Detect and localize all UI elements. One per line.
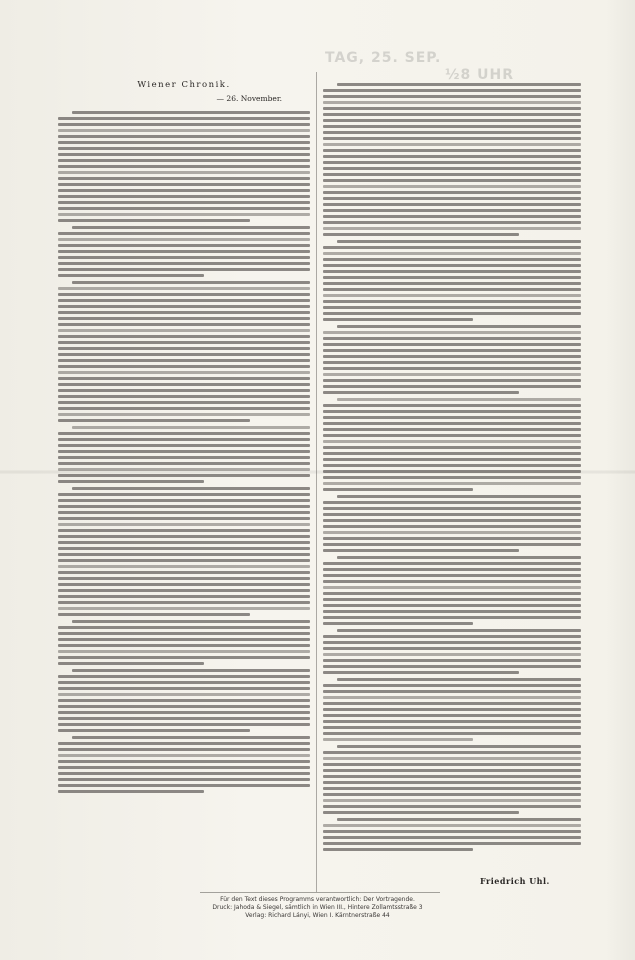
text-line: [323, 373, 581, 376]
text-line: [58, 335, 310, 338]
text-line: [323, 488, 473, 491]
text-line: [58, 565, 310, 568]
text-line: [323, 197, 581, 200]
text-line: [58, 438, 310, 441]
text-line: [337, 818, 581, 821]
text-paragraph: [323, 495, 581, 552]
text-line: [72, 111, 310, 114]
text-line: [72, 281, 310, 284]
text-line: [58, 711, 310, 714]
text-line: [58, 238, 310, 241]
text-line: [323, 781, 581, 784]
text-line: [72, 620, 310, 623]
text-line: [58, 723, 310, 726]
text-line: [58, 517, 310, 520]
text-line: [323, 101, 581, 104]
text-line: [323, 598, 581, 601]
text-line: [323, 799, 581, 802]
text-paragraph: [323, 83, 581, 236]
text-line: [337, 495, 581, 498]
text-line: [323, 227, 581, 230]
text-line: [323, 610, 581, 613]
text-paragraph: [323, 556, 581, 625]
text-line: [58, 123, 310, 126]
text-line: [323, 848, 473, 851]
text-line: [323, 143, 581, 146]
text-line: [323, 513, 581, 516]
text-line: [58, 662, 204, 665]
text-line: [58, 159, 310, 162]
text-line: [58, 595, 310, 598]
text-line: [58, 601, 310, 604]
text-line: [58, 432, 310, 435]
right-column-body: [323, 83, 581, 851]
text-line: [58, 511, 310, 514]
text-line: [58, 419, 250, 422]
text-line: [58, 250, 310, 253]
text-line: [323, 641, 581, 644]
text-paragraph: [323, 629, 581, 674]
text-line: [58, 117, 310, 120]
text-line: [323, 404, 581, 407]
text-line: [58, 383, 310, 386]
text-line: [323, 507, 581, 510]
text-paragraph: [58, 669, 310, 732]
text-line: [323, 531, 581, 534]
text-line: [323, 568, 581, 571]
text-line: [58, 547, 310, 550]
text-line: [58, 407, 310, 410]
text-line: [58, 177, 310, 180]
text-line: [58, 480, 204, 483]
text-line: [58, 299, 310, 302]
text-line: [337, 325, 581, 328]
text-paragraph: [58, 426, 310, 483]
text-line: [323, 671, 519, 674]
text-line: [323, 464, 581, 467]
text-line: [323, 769, 581, 772]
text-line: [58, 687, 310, 690]
text-paragraph: [58, 111, 310, 222]
text-line: [58, 675, 310, 678]
text-line: [323, 131, 581, 134]
text-line: [337, 398, 581, 401]
text-line: [58, 395, 310, 398]
text-line: [58, 523, 310, 526]
text-line: [58, 535, 310, 538]
text-line: [323, 616, 581, 619]
text-line: [323, 842, 581, 845]
text-line: [58, 213, 310, 216]
text-line: [58, 268, 310, 271]
text-line: [58, 681, 310, 684]
text-line: [58, 553, 310, 556]
text-line: [58, 760, 310, 763]
text-line: [323, 89, 581, 92]
text-line: [58, 359, 310, 362]
text-line: [58, 287, 310, 290]
text-line: [58, 141, 310, 144]
text-line: [58, 256, 310, 259]
text-line: [323, 185, 581, 188]
text-line: [323, 726, 581, 729]
text-line: [58, 772, 310, 775]
text-line: [323, 355, 581, 358]
printer-footer: [0, 896, 635, 932]
text-line: [323, 282, 581, 285]
text-line: [323, 391, 519, 394]
text-line: [323, 349, 581, 352]
text-paragraph: [58, 736, 310, 793]
footer-line-2: Druck: Jahoda & Siegel, sämtlich in Wien III., Hintere Zollamtsstraße 3: [212, 904, 423, 911]
text-line: [72, 226, 310, 229]
text-line: [323, 811, 519, 814]
text-line: [323, 805, 581, 808]
text-line: [323, 452, 581, 455]
text-line: [58, 311, 310, 314]
text-line: [323, 647, 581, 650]
text-line: [323, 732, 581, 735]
text-line: [323, 482, 581, 485]
text-line: [58, 153, 310, 156]
text-line: [58, 183, 310, 186]
text-line: [58, 232, 310, 235]
text-paragraph: [58, 226, 310, 277]
text-line: [58, 589, 310, 592]
text-line: [323, 470, 581, 473]
text-line: [58, 705, 310, 708]
text-line: [58, 748, 310, 751]
text-line: [72, 669, 310, 672]
text-line: [72, 426, 310, 429]
text-line: [323, 665, 581, 668]
text-line: [58, 632, 310, 635]
text-line: [58, 262, 310, 265]
text-line: [58, 195, 310, 198]
text-line: [323, 592, 581, 595]
text-line: [323, 543, 581, 546]
text-line: [323, 476, 581, 479]
text-line: [323, 653, 581, 656]
text-line: [323, 173, 581, 176]
text-line: [58, 274, 204, 277]
text-line: [58, 377, 310, 380]
text-line: [58, 450, 310, 453]
text-line: [58, 371, 310, 374]
right-column: [323, 80, 581, 886]
text-line: [323, 720, 581, 723]
text-line: [323, 107, 581, 110]
text-line: [323, 440, 581, 443]
text-line: [72, 487, 310, 490]
text-line: [58, 244, 310, 247]
text-line: [58, 341, 310, 344]
text-line: [323, 586, 581, 589]
column-divider: [316, 72, 317, 892]
text-line: [323, 410, 581, 413]
text-line: [58, 778, 310, 781]
text-line: [323, 179, 581, 182]
text-line: [323, 824, 581, 827]
text-line: [58, 129, 310, 132]
text-line: [323, 367, 581, 370]
text-line: [58, 468, 310, 471]
text-line: [323, 258, 581, 261]
text-line: [58, 293, 310, 296]
text-line: [58, 201, 310, 204]
text-line: [72, 736, 310, 739]
text-line: [323, 446, 581, 449]
text-paragraph: [58, 620, 310, 665]
text-line: [323, 690, 581, 693]
text-line: [323, 379, 581, 382]
text-line: [323, 537, 581, 540]
text-line: [337, 629, 581, 632]
text-line: [337, 745, 581, 748]
text-line: [323, 580, 581, 583]
text-line: [323, 696, 581, 699]
text-line: [323, 604, 581, 607]
text-line: [58, 644, 310, 647]
text-line: [323, 836, 581, 839]
text-line: [58, 729, 250, 732]
text-line: [58, 171, 310, 174]
text-line: [323, 149, 581, 152]
text-line: [58, 389, 310, 392]
text-line: [58, 790, 204, 793]
text-line: [58, 317, 310, 320]
text-line: [323, 361, 581, 364]
text-line: [323, 635, 581, 638]
footer-line-3: Verlag: Richard Lányi, Wien I. Kärntnerstraße 44: [245, 912, 390, 919]
text-line: [323, 312, 581, 315]
text-line: [323, 708, 581, 711]
text-line: [323, 155, 581, 158]
text-paragraph: [323, 325, 581, 394]
text-line: [323, 519, 581, 522]
text-line: [323, 549, 519, 552]
text-line: [58, 493, 310, 496]
text-line: [323, 501, 581, 504]
footer-divider: [200, 892, 440, 893]
text-line: [58, 365, 310, 368]
text-line: [323, 119, 581, 122]
text-line: [58, 529, 310, 532]
text-line: [323, 422, 581, 425]
text-line: [323, 252, 581, 255]
text-line: [323, 191, 581, 194]
text-line: [323, 246, 581, 249]
text-line: [58, 413, 310, 416]
text-line: [58, 717, 310, 720]
text-line: [337, 83, 581, 86]
text-line: [58, 754, 310, 757]
text-line: [323, 793, 581, 796]
text-line: [58, 219, 250, 222]
text-line: [323, 343, 581, 346]
text-line: [323, 276, 581, 279]
text-line: [58, 456, 310, 459]
text-line: [323, 385, 581, 388]
text-line: [337, 240, 581, 243]
text-line: [323, 221, 581, 224]
text-line: [58, 353, 310, 356]
text-line: [58, 474, 310, 477]
text-line: [323, 775, 581, 778]
text-line: [323, 161, 581, 164]
text-line: [323, 659, 581, 662]
left-column-body: [58, 111, 310, 793]
text-line: [323, 95, 581, 98]
text-line: [323, 684, 581, 687]
text-line: [58, 784, 310, 787]
text-line: [323, 300, 581, 303]
text-line: [58, 571, 310, 574]
text-line: [323, 125, 581, 128]
text-line: [323, 787, 581, 790]
text-line: [323, 757, 581, 760]
text-line: [323, 830, 581, 833]
text-line: [323, 434, 581, 437]
text-line: [323, 233, 519, 236]
text-line: [58, 607, 310, 610]
text-line: [323, 264, 581, 267]
text-line: [58, 323, 310, 326]
article-heading: Wiener Chronik.: [137, 80, 231, 90]
text-line: [58, 165, 310, 168]
text-line: [337, 556, 581, 559]
text-line: [323, 751, 581, 754]
footer-line-1: Für den Text dieses Programms verantwortlich: Der Vortragende.: [220, 896, 415, 903]
text-paragraph: [58, 281, 310, 422]
text-line: [323, 113, 581, 116]
text-paragraph: [323, 745, 581, 814]
text-line: [323, 763, 581, 766]
text-line: [323, 167, 581, 170]
text-line: [323, 306, 581, 309]
text-paragraph: [323, 398, 581, 491]
text-line: [323, 331, 581, 334]
text-line: [58, 766, 310, 769]
text-paragraph: [323, 678, 581, 741]
text-line: [323, 622, 473, 625]
bleed-through-text: TAG, 25. SEP. ½8 UHR: [325, 50, 514, 83]
author-signature: Friedrich Uhl.: [480, 876, 550, 886]
text-line: [58, 656, 310, 659]
text-line: [58, 135, 310, 138]
page-edge-shadow: [605, 0, 635, 960]
text-line: [323, 203, 581, 206]
text-line: [58, 559, 310, 562]
text-line: [323, 738, 473, 741]
text-line: [58, 347, 310, 350]
text-line: [323, 209, 581, 212]
text-line: [58, 505, 310, 508]
text-line: [323, 525, 581, 528]
text-line: [58, 638, 310, 641]
text-line: [58, 613, 250, 616]
text-line: [58, 577, 310, 580]
text-line: [323, 137, 581, 140]
text-line: [58, 693, 310, 696]
text-line: [323, 574, 581, 577]
text-paragraph: [323, 818, 581, 851]
article-date: — 26. November.: [216, 94, 282, 103]
text-line: [58, 305, 310, 308]
text-line: [58, 462, 310, 465]
text-line: [58, 207, 310, 210]
text-line: [58, 699, 310, 702]
text-line: [58, 189, 310, 192]
text-line: [58, 401, 310, 404]
text-line: [58, 583, 310, 586]
text-line: [323, 288, 581, 291]
text-line: [323, 416, 581, 419]
left-column: [58, 80, 310, 886]
text-line: [323, 428, 581, 431]
text-paragraph: [323, 240, 581, 321]
text-line: [58, 444, 310, 447]
text-line: [323, 294, 581, 297]
text-line: [323, 318, 473, 321]
text-line: [323, 215, 581, 218]
text-line: [58, 329, 310, 332]
text-line: [323, 270, 581, 273]
text-line: [323, 337, 581, 340]
text-line: [323, 562, 581, 565]
text-line: [323, 714, 581, 717]
text-line: [323, 458, 581, 461]
text-line: [58, 650, 310, 653]
text-line: [58, 541, 310, 544]
text-line: [323, 702, 581, 705]
text-line: [58, 626, 310, 629]
text-paragraph: [58, 487, 310, 616]
text-line: [337, 678, 581, 681]
text-line: [58, 499, 310, 502]
text-line: [58, 742, 310, 745]
text-line: [58, 147, 310, 150]
